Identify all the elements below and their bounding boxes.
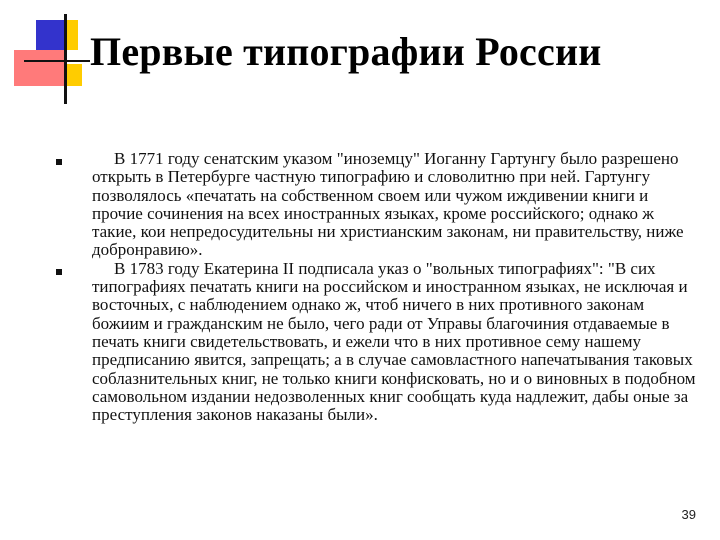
bullet-text: В 1771 году сенатским указом "иноземцу" Иоганну Гартунгу было разрешено открыть в Петербурге частную типографию и словолитню при ней. Гартунгу позволялось «печатать на собственном своем или чужом иждивении книги и прочие сочинения на всех иностранных языках, кроме российского; однако ж такие, кои непредосудительны ни христианским законам, ни правительству, ниже добронравию». xyxy=(92,149,684,260)
slide-body xyxy=(56,150,696,424)
decor-yellow-square xyxy=(66,20,78,50)
page-number: 39 xyxy=(681,507,696,522)
square-bullet-icon xyxy=(56,269,62,275)
decor-blue-square xyxy=(36,20,66,50)
bullet-item-1 xyxy=(56,150,696,260)
decor-horizontal-line xyxy=(24,60,90,62)
square-bullet-icon xyxy=(56,159,62,165)
bullet-text: В 1783 году Екатерина II подписала указ о "вольных типографиях": "В сих типографиях печатать книги на российском и иностранном языках, не исключая и восточных, с наблюдением однако ж, чтоб ничего в них противного законам божиим и гражданским не было, чего ради от Управы благочиния отдаваемые в печать книги свидетельствовать, и ежели что в них противное сему нашему предписанию явится, запрещать; а в случае самовластного напечатывания таковых соблазнительных книг, не только книги конфисковать, но и о виновных в подобном самовольном издании недозволенных книг сообщать куда надлежит, дабы оные за преступления законов наказаны были». xyxy=(92,258,696,425)
decor-red-square xyxy=(14,50,64,86)
decor-yellow-square-lower xyxy=(66,64,82,86)
decor-vertical-line xyxy=(64,14,67,104)
bullet-item-2 xyxy=(56,260,696,425)
slide-title: Первые типографии России xyxy=(90,29,602,74)
